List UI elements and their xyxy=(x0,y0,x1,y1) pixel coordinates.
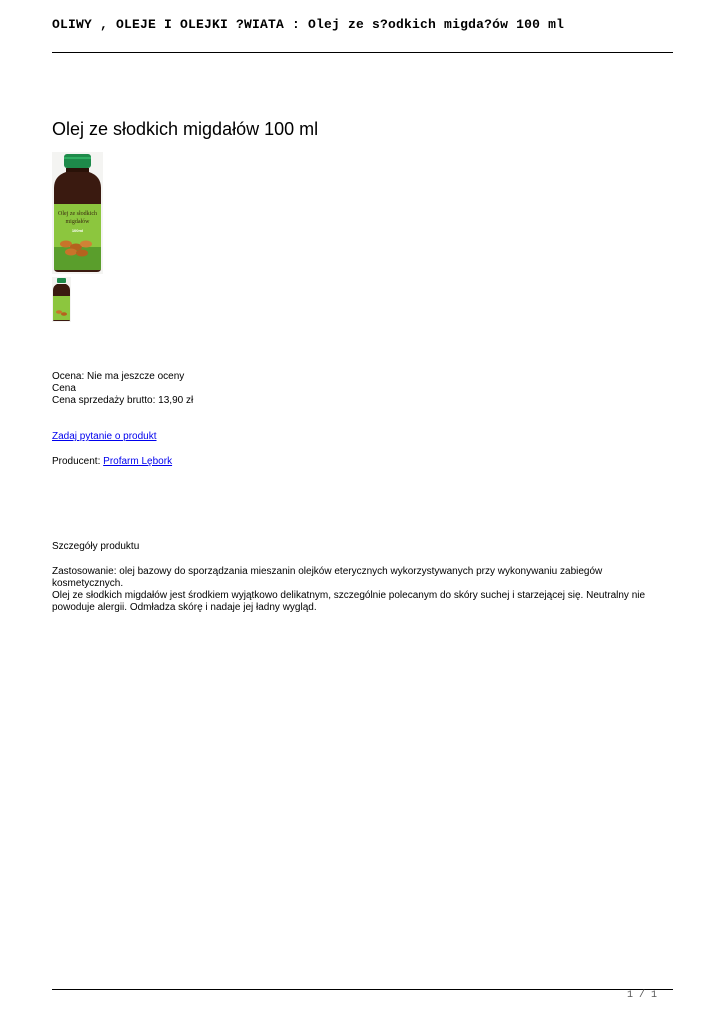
details-heading: Szczegóły produktu xyxy=(52,541,140,552)
producer-label: Producent: xyxy=(52,456,101,467)
ask-question-link[interactable]: Zadaj pytanie o produkt xyxy=(52,431,157,442)
header-divider xyxy=(52,52,673,53)
label-line1: Olej ze słodkich xyxy=(58,211,97,217)
footer-divider xyxy=(52,989,673,990)
product-image xyxy=(52,152,103,274)
product-description xyxy=(52,566,670,614)
product-title: Olej ze słodkich migdałów 100 ml xyxy=(52,119,319,139)
label-volume: 100ml xyxy=(71,228,84,233)
page-number: 1 / 1 xyxy=(626,990,657,1001)
ask-question-container xyxy=(52,431,157,443)
product-thumbnail[interactable] xyxy=(52,277,71,322)
price-gross: Cena sprzedaży brutto: 13,90 zł xyxy=(52,395,194,406)
product-rating: Ocena: Nie ma jeszcze oceny xyxy=(52,371,185,382)
price-heading: Cena xyxy=(52,383,76,394)
producer-link[interactable]: Profarm Lębork xyxy=(103,456,173,467)
description-paragraph-2: Olej ze słodkich migdałów jest środkiem wyjątkowo delikatnym, szczególnie polecanym do skóry suchej i starzejącej się. Neutralny nie powoduje alergii. Odmładza skórę i nadaje jej ładny wygląd. xyxy=(52,590,646,613)
label-line2: migdałów xyxy=(65,219,90,225)
description-paragraph-1: Zastosowanie: olej bazowy do sporządzania mieszanin olejków eterycznych wykorzystywanych przy wykonywaniu zabiegów kosmetycznych. xyxy=(52,566,603,589)
document-header-title: OLIWY , OLEJE I OLEJKI ?WIATA : Olej ze s?odkich migda?ów 100 ml xyxy=(52,17,565,32)
producer-line xyxy=(52,456,172,468)
